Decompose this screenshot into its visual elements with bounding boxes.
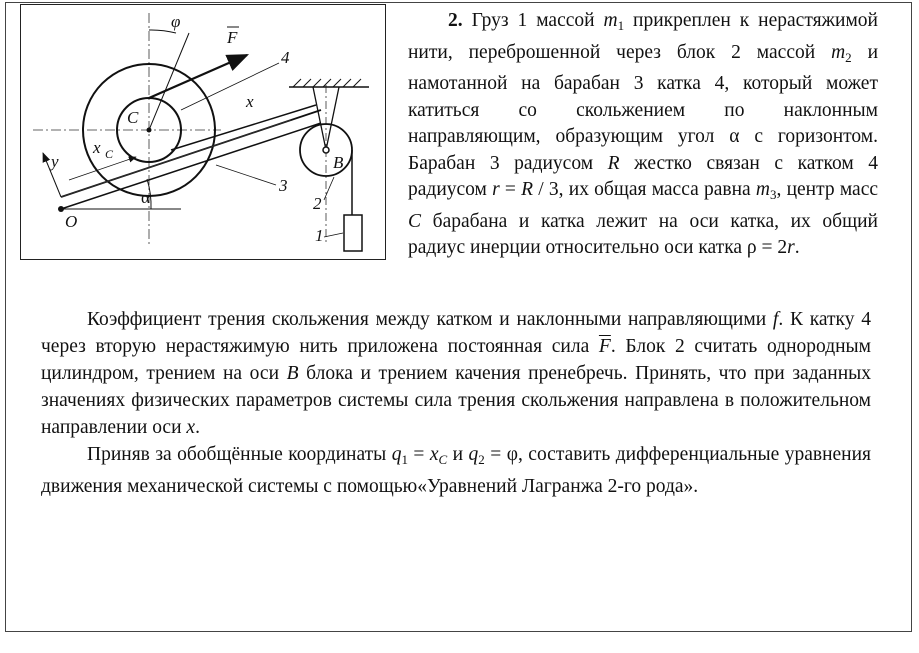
leader-1 bbox=[324, 233, 343, 237]
label-phi: φ bbox=[171, 12, 181, 31]
subscript: 2 bbox=[845, 49, 852, 65]
leader-3 bbox=[216, 165, 276, 185]
label-pulley-b: B bbox=[333, 153, 344, 172]
subscript: 1 bbox=[617, 18, 625, 33]
symbol-phi: φ bbox=[506, 444, 518, 465]
mechanism-diagram bbox=[21, 5, 387, 261]
label-center-c: C bbox=[127, 108, 139, 127]
label-3: 3 bbox=[279, 176, 288, 195]
symbol-c: C bbox=[408, 210, 422, 232]
text-span: , центр масс bbox=[776, 179, 879, 200]
text-span: и намотанной на барабан 3 катка 4, который может катиться со скольжением по наклонным направляющим, образующим угол α с горизонтом. Барабан 3 радиусом bbox=[408, 41, 879, 174]
text-span: = bbox=[484, 444, 507, 465]
subscript: 3 bbox=[770, 187, 777, 202]
text-span: . Блок 2 считать однородным цилиндром, трением на оси bbox=[41, 336, 871, 384]
subscript: 2 bbox=[478, 452, 485, 467]
thread-to-pulley bbox=[171, 105, 316, 150]
subscript: 1 bbox=[401, 452, 408, 467]
text-span: . К катку 4 через вторую нерастяжимую нить приложена постоянная сила bbox=[41, 309, 871, 357]
text-span: прикреплен к нерастяжимой нити, переброшенной через блок 2 массой bbox=[408, 10, 878, 63]
symbol-f: f bbox=[772, 309, 779, 330]
label-4: 4 bbox=[281, 48, 290, 67]
x-axis-line bbox=[61, 120, 291, 197]
symbol-m: m bbox=[831, 41, 846, 63]
ceiling-hatch bbox=[293, 79, 361, 87]
text-span: = bbox=[499, 179, 522, 200]
text-span: Приняв за обобщённые координаты bbox=[87, 444, 392, 465]
text-span: и bbox=[447, 444, 469, 465]
problem-statement-main bbox=[41, 306, 871, 500]
mechanism-figure bbox=[20, 4, 386, 260]
subscript: C bbox=[438, 452, 448, 467]
text-span: , составить дифференциальные уравнения движения механической системы с помощью«Уравнений Лагранжа 2-го рода». bbox=[41, 444, 872, 497]
label-force: F bbox=[227, 28, 238, 47]
symbol-q: q bbox=[391, 444, 402, 465]
symbol-r: r bbox=[787, 237, 795, 258]
text-span: = bbox=[407, 444, 430, 465]
leader-4 bbox=[181, 63, 279, 110]
text-span: блока и трением качения пренебречь. Принять, что при заданных значениях физических параметров системы сила трения скольжения направлена в положительном направлении оси bbox=[41, 363, 872, 438]
symbol-x: x bbox=[429, 444, 439, 465]
label-2: 2 bbox=[313, 194, 322, 213]
force-arrow bbox=[149, 55, 247, 98]
incline-guide-lower bbox=[61, 123, 321, 209]
origin-dot bbox=[58, 206, 64, 212]
problem-paragraph-1 bbox=[408, 8, 878, 262]
text-span: Груз 1 массой bbox=[471, 10, 604, 31]
load-1-block bbox=[344, 215, 362, 251]
text-span: . bbox=[195, 417, 200, 438]
text-span: Коэффициент трения скольжения между катком и наклонными направляющими bbox=[87, 309, 773, 330]
symbol-force: $\overline{F}$ bbox=[598, 336, 611, 357]
problem-number: 2. bbox=[448, 10, 463, 31]
phi-ray bbox=[149, 33, 189, 130]
problem-statement-side bbox=[408, 8, 878, 262]
pulley-axle bbox=[323, 147, 329, 153]
label-y-axis: y bbox=[51, 152, 59, 171]
symbol-m: m bbox=[603, 10, 618, 31]
label-1: 1 bbox=[315, 226, 324, 245]
symbol-x: x bbox=[186, 417, 196, 438]
label-xc: x bbox=[93, 138, 101, 157]
problem-paragraph-3 bbox=[41, 441, 871, 500]
symbol-b: B bbox=[286, 363, 299, 384]
label-alpha: α bbox=[141, 188, 150, 207]
symbol-q: q bbox=[468, 444, 479, 465]
symbol-m: m bbox=[755, 179, 770, 200]
label-xc-sub: C bbox=[105, 147, 114, 161]
label-origin: O bbox=[65, 212, 78, 231]
text-span: / 3 bbox=[533, 179, 559, 200]
text-span: , их общая масса равна bbox=[558, 179, 756, 200]
symbol-r-big: R bbox=[521, 179, 534, 200]
leader-2 bbox=[324, 177, 334, 200]
label-x-axis: x bbox=[246, 92, 254, 111]
problem-paragraph-2 bbox=[41, 306, 871, 441]
symbol-r: r bbox=[492, 179, 500, 200]
text-span: . bbox=[794, 237, 800, 258]
symbol-r-big: R bbox=[607, 152, 620, 174]
text-span: жестко связан с катком 4 радиусом bbox=[408, 152, 879, 200]
text-span: барабана и катка лежит на оси катка, их общий радиус инерции относительно оси катка ρ = 2 bbox=[408, 210, 878, 258]
